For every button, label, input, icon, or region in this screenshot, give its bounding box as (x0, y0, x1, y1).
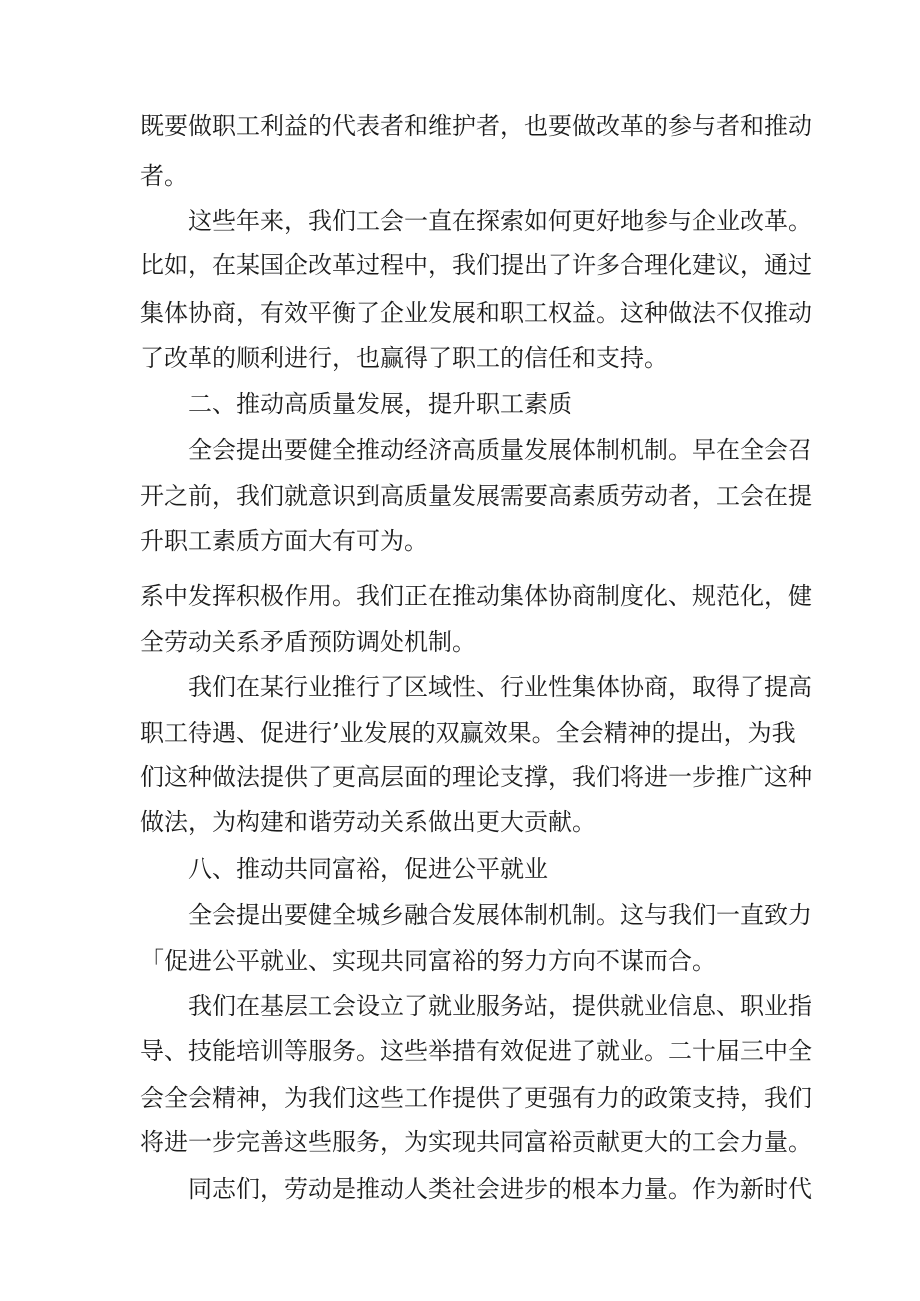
text-line: 同志们，劳动是推动人类社会进步的根本力量。作为新时代 (188, 1175, 812, 1203)
text-line: 做法，为构建和谐劳动关系做出更大贡献。 (140, 808, 596, 836)
text-line: 我们在基层工会设立了就业服务站，提供就业信息、职业指 (188, 992, 812, 1020)
text-line: 比如，在某国企改革过程中，我们提出了许多合理化建议，通过 (140, 251, 812, 279)
text-line: 这些年来，我们工会一直在探索如何更好地参与企业改革。 (188, 207, 812, 235)
text-line: 了改革的顺利进行，也赢得了职工的信任和支持。 (140, 344, 668, 372)
text-line: 职工待遇、促进行’业发展的双赢效果。全会精神的提出，为我 (140, 719, 796, 747)
text-line: 导、技能培训等服务。这些举措有效促进了就业。二十届三中全 (140, 1037, 812, 1065)
text-line: 者。 (140, 162, 188, 190)
section-heading: 二、推动高质量发展，提升职工素质 (188, 390, 572, 418)
section-heading: 八、推动共同富裕，促进公平就业 (188, 855, 548, 883)
text-line: 们这种做法提供了更高层面的理论支撑，我们将进一步推广这种 (140, 763, 812, 791)
text-line: 将进一步完善这些服务，为实现共同富裕贡献更大的工会力量。 (140, 1128, 812, 1156)
text-line: 我们在某行业推行了区域性、行业性集体协商，取得了提高 (188, 673, 812, 701)
text-line: 全会提出要健全城乡融合发展体制机制。这与我们一直致力 (188, 901, 812, 929)
text-line: 系中发挥积极作用。我们正在推动集体协商制度化、规范化，健 (140, 582, 812, 610)
text-line: 既要做职工利益的代表者和维护者，也要做改革的参与者和推动 (140, 112, 812, 140)
text-line: 「促进公平就业、实现共同富裕的努力方向不谋而合。 (140, 947, 716, 975)
text-line: 开之前，我们就意识到高质量发展需要高素质劳动者，工会在提 (140, 482, 812, 510)
text-line: 全劳动关系矛盾预防调处机制。 (140, 628, 476, 656)
text-line: 会全会精神，为我们这些工作提供了更强有力的政策支持，我们 (140, 1084, 812, 1112)
text-line: 全会提出要健全推动经济高质量发展体制机制。早在全会召 (188, 436, 812, 464)
text-line: 升职工素质方面大有可为。 (140, 527, 428, 555)
text-line: 集体协商，有效平衡了企业发展和职工权益。这种做法不仅推动 (140, 299, 812, 327)
